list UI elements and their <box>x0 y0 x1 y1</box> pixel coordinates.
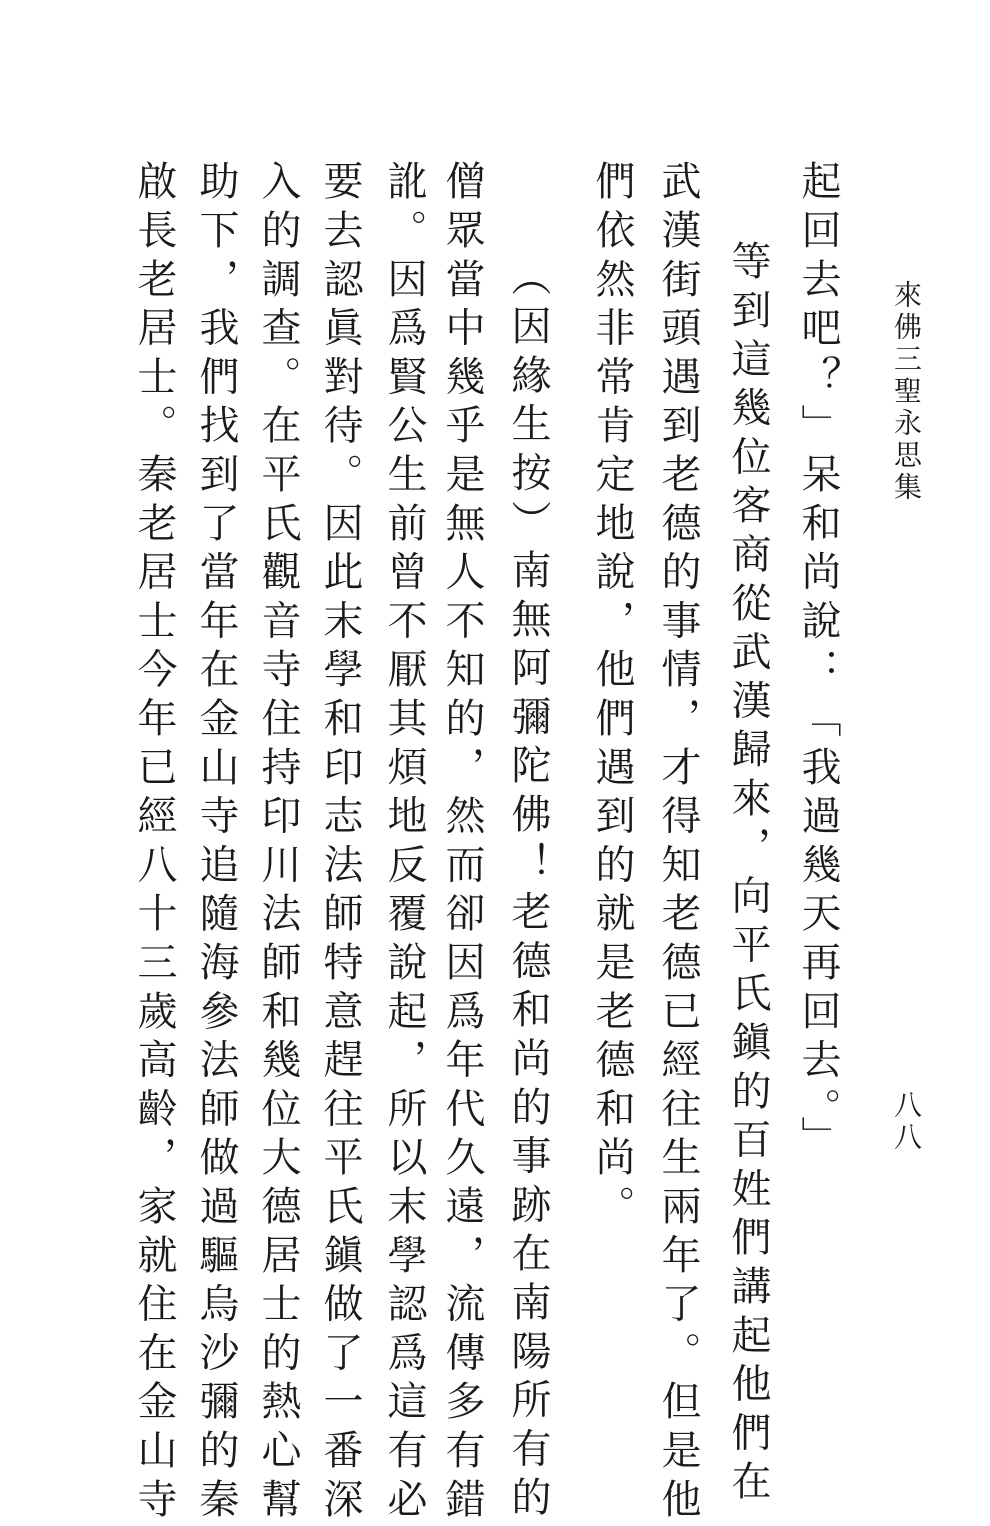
text-column-8: 要去認眞對待。因此末學和印志法師特意趕往平氏鎭做了一番深 <box>317 160 363 1526</box>
text-column-4: 們依然非常肯定地說，他們遇到的就是老德和尚。 <box>589 160 635 1234</box>
text-column-5: （因緣生按）南無阿彌陀佛！老德和尚的事跡在南陽所有的 <box>505 256 551 1525</box>
page-number: 八八 <box>890 1090 923 1154</box>
text-column-10: 助下，我們找到了當年在金山寺追隨海參法師做過驅烏沙彌的秦 <box>193 160 239 1526</box>
text-column-11: 啟長老居士。秦老居士今年已經八十三歲高齡，家就住在金山寺 <box>131 160 177 1526</box>
text-column-1: 起回去吧？」呆和尚說：「我過幾天再回去。」 <box>795 160 841 1165</box>
text-column-7: 訛。因爲賢公生前曾不厭其煩地反覆說起，所以末學認爲這有必 <box>381 160 427 1526</box>
text-column-3: 武漢街頭遇到老德的事情，才得知老德已經往生兩年了。但是他 <box>655 160 701 1526</box>
text-column-6: 僧眾當中幾乎是無人不知的，然而卻因爲年代久遠，流傳多有錯 <box>439 160 485 1526</box>
running-header-title: 來佛三聖永思集 <box>890 280 923 504</box>
text-column-9: 入的調查。在平氏觀音寺住持印川法師和幾位大德居士的熱心幫 <box>255 160 301 1526</box>
text-column-2: 等到這幾位客商從武漢歸來，向平氏鎭的百姓們講起他們在 <box>725 240 771 1509</box>
